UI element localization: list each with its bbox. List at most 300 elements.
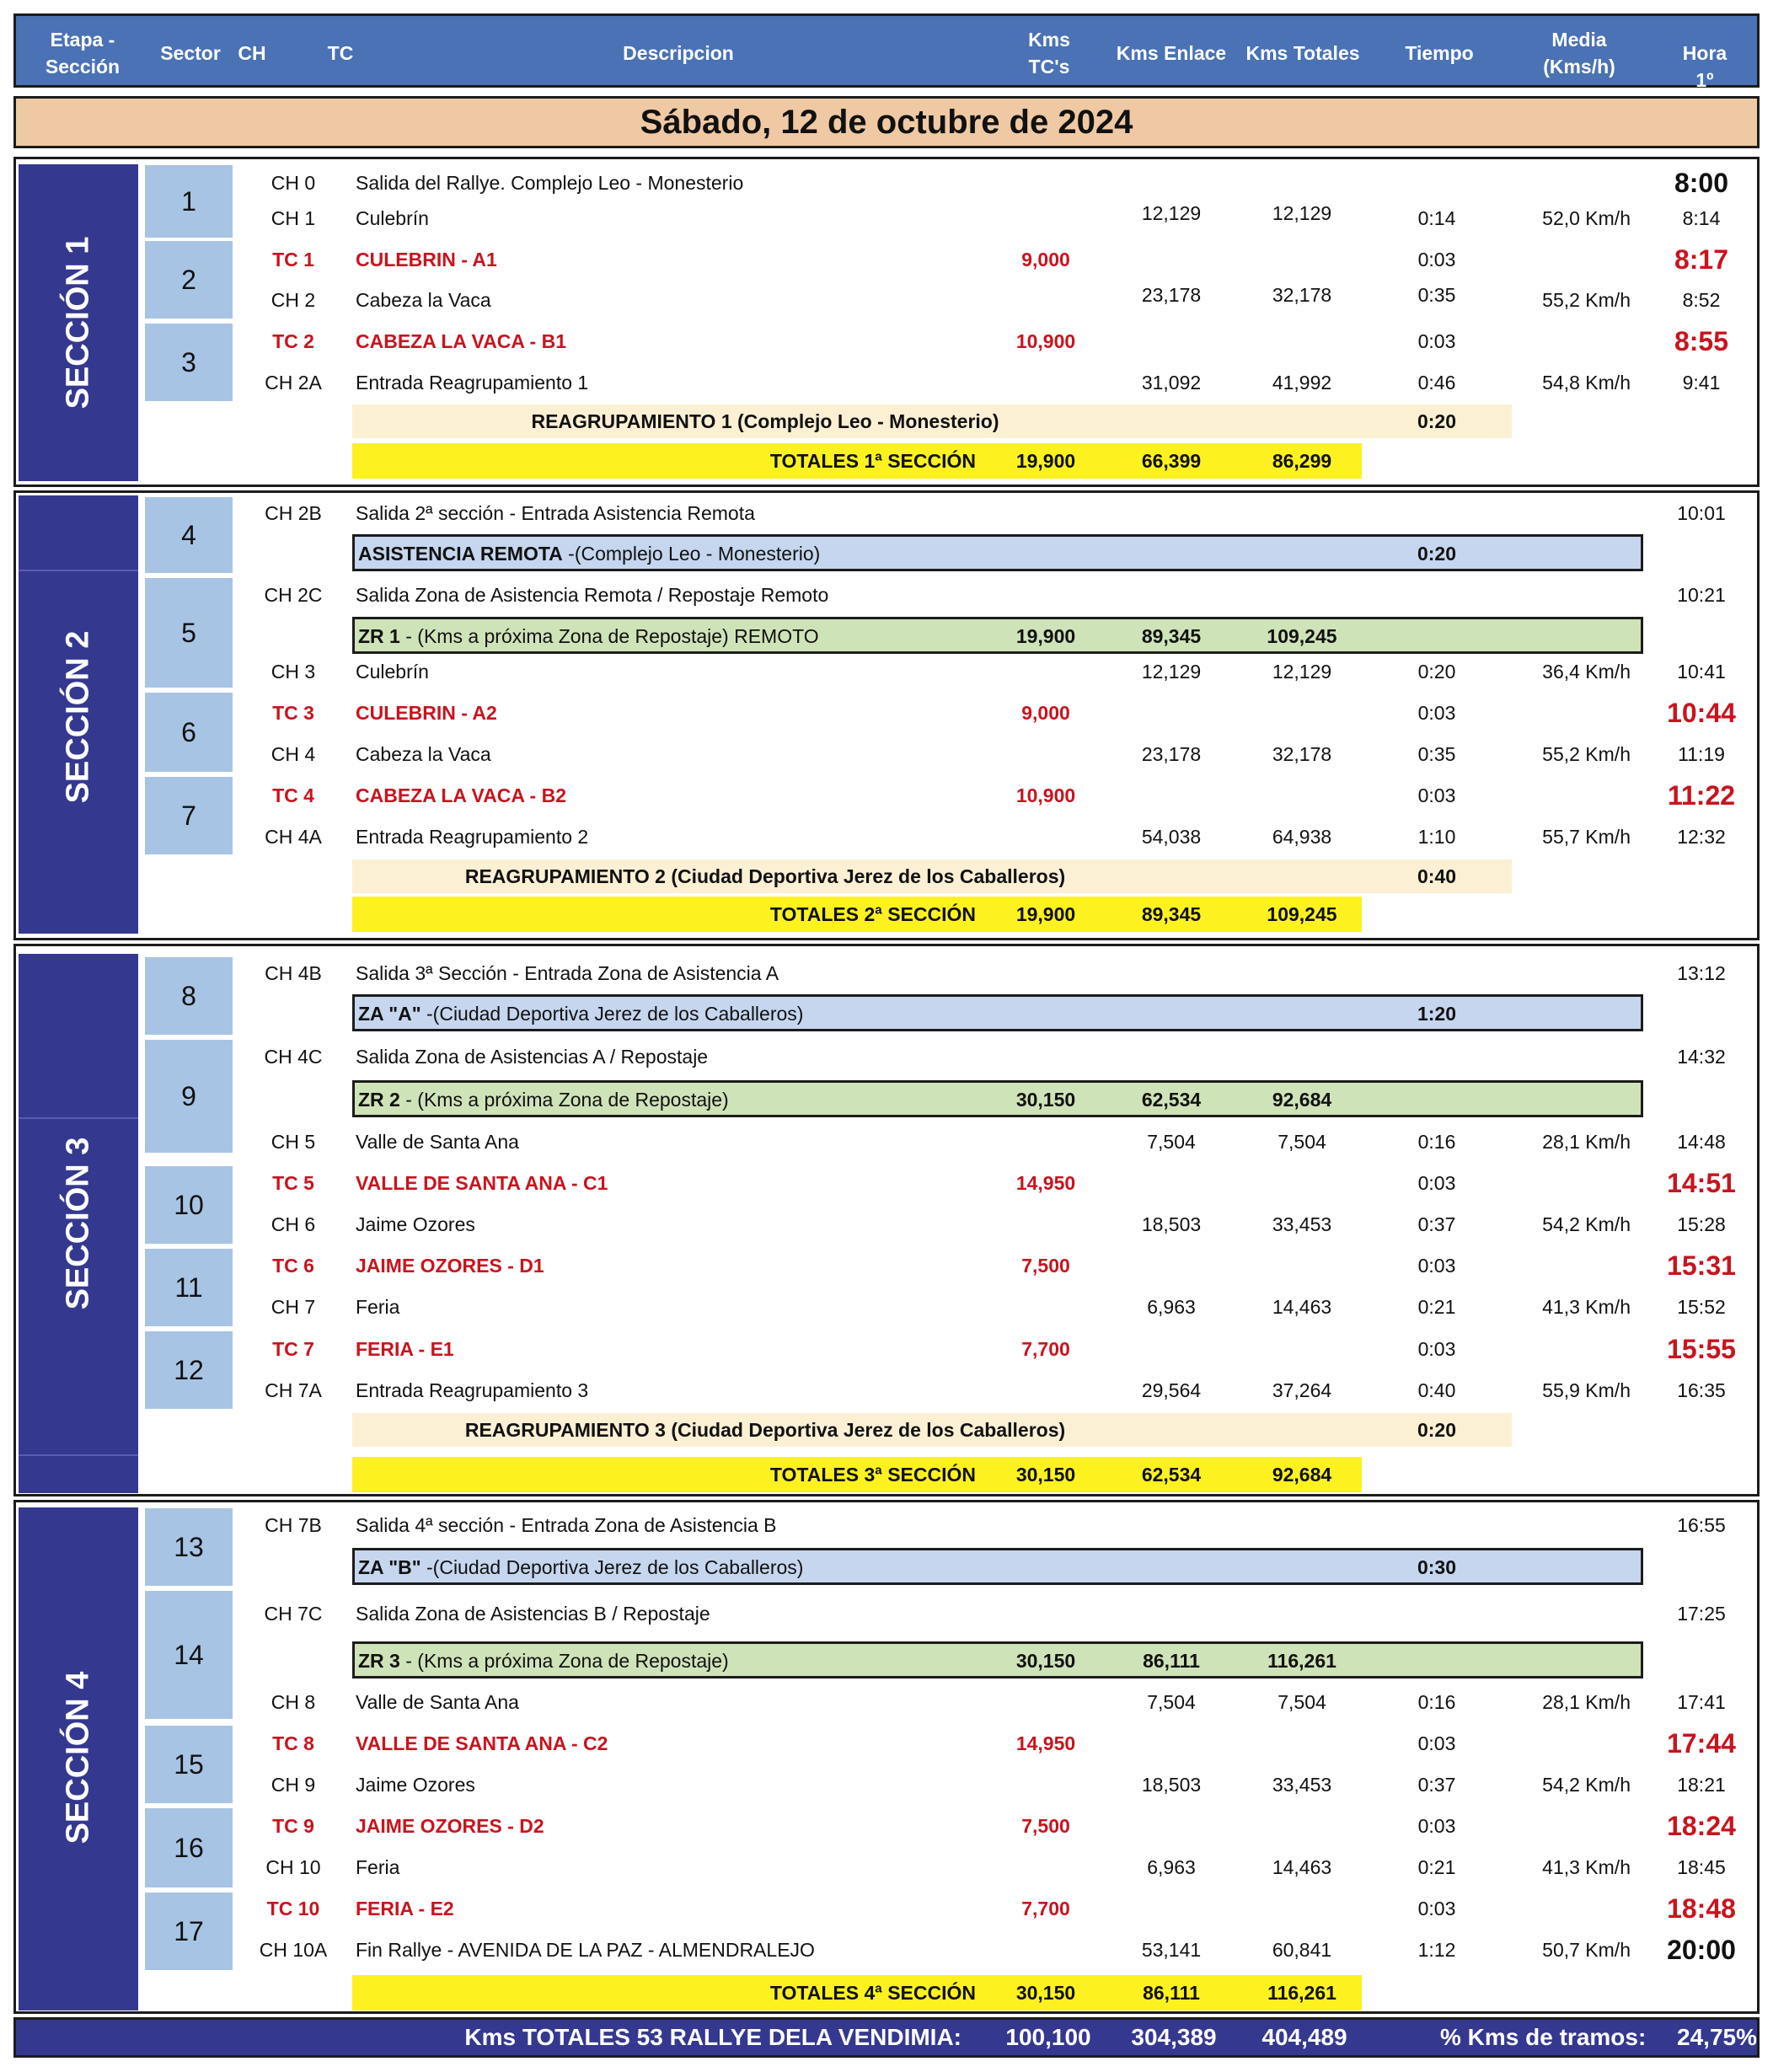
desc-cell: VALLE DE SANTA ANA - C2 (356, 1732, 608, 1754)
sector-box: 11 (145, 1249, 233, 1326)
kms-tc-cell: 14,950 (1015, 1172, 1076, 1194)
media-cell: 41,3 Km/h (1542, 1856, 1631, 1878)
table-row (0, 363, 1773, 402)
tiempo-cell: 0:03 (1417, 1255, 1456, 1277)
hora-cell: 18:21 (1677, 1774, 1726, 1796)
kms-tc-cell: 14,950 (1015, 1732, 1076, 1754)
ch-cell: CH 2A (265, 372, 322, 394)
zona-repostaje-band (352, 617, 1643, 654)
hora-cell: 10:01 (1677, 502, 1726, 524)
asistencia-name: ASISTENCIA REMOTA (358, 543, 563, 565)
kms-tc-cell: 10,900 (1015, 784, 1076, 806)
section-2-label: SECCIÓN 2 (60, 630, 96, 804)
media-cell: 36,4 Km/h (1542, 661, 1631, 683)
sector-box: 3 (145, 324, 233, 401)
ch-cell: TC 3 (272, 702, 314, 724)
section-3-label: SECCIÓN 3 (60, 1137, 96, 1310)
hora-cell: 15:52 (1677, 1296, 1726, 1318)
kms-tc-cell: 7,700 (1021, 1898, 1070, 1919)
stripe-divider (19, 1454, 138, 1456)
ch-cell: CH 4B (265, 962, 322, 984)
ch-cell: TC 8 (272, 1732, 314, 1754)
kms-enlace-cell: 18,503 (1141, 1213, 1202, 1235)
totals-kms-tc: 19,900 (1015, 903, 1076, 925)
media-cell: 55,7 Km/h (1542, 826, 1631, 848)
kms-enlace-cell: 31,092 (1141, 372, 1202, 394)
ch-cell: TC 1 (272, 249, 314, 270)
col-tiempo: Tiempo (1405, 42, 1474, 64)
tiempo-cell: 0:03 (1417, 1338, 1456, 1360)
hora-cell: 17:41 (1677, 1691, 1726, 1713)
tiempo-cell: 1:10 (1417, 826, 1456, 848)
col-sector: Sector (160, 42, 221, 64)
grand-total-kms-tc: 100,100 (1005, 2024, 1091, 2050)
zr-text (358, 619, 819, 653)
kms-totales-cell: 7,504 (1278, 1131, 1326, 1153)
asistencia-tiempo: 0:30 (1417, 1556, 1457, 1578)
grand-total-kms-enlace: 304,389 (1131, 2024, 1217, 2050)
hora-cell: 11:19 (1678, 743, 1725, 765)
ch-cell: TC 9 (272, 1815, 314, 1837)
hora-cell: 8:52 (1682, 289, 1721, 311)
totals-band (352, 897, 1362, 932)
table-row (0, 1205, 1773, 1244)
table-row (0, 1765, 1773, 1804)
desc-cell: CULEBRIN - A2 (356, 702, 497, 724)
desc-cell: CULEBRIN - A1 (356, 249, 497, 270)
hora-cell: 14:32 (1677, 1046, 1726, 1068)
media-cell: 52,0 Km/h (1542, 207, 1631, 229)
section-1-label: SECCIÓN 1 (60, 236, 96, 410)
hora-cell: 16:55 (1677, 1514, 1726, 1536)
zr-name: ZR 1 (358, 625, 400, 647)
pct-tramos-value: 24,75% (1677, 2024, 1757, 2050)
asistencia-text (358, 997, 803, 1031)
ch-cell: CH 0 (271, 172, 316, 194)
hora-cell: 8:55 (1674, 326, 1729, 356)
table-row (0, 776, 1773, 815)
hora-cell: 15:55 (1667, 1334, 1736, 1364)
zr-kms-tc: 30,150 (1015, 1650, 1076, 1672)
table-row (0, 494, 1773, 533)
zr-kms-enlace: 86,111 (1143, 1650, 1200, 1672)
ch-cell: CH 6 (271, 1213, 316, 1235)
table-row (0, 1724, 1773, 1763)
totals-label: TOTALES 4ª SECCIÓN (769, 1982, 976, 2004)
kms-enlace-cell: 7,504 (1147, 1691, 1196, 1713)
tiempo-cell: 0:21 (1417, 1296, 1456, 1318)
sector-box: 5 (145, 578, 233, 688)
tiempo-cell: 0:03 (1417, 249, 1456, 270)
hora-cell: 11:22 (1667, 780, 1736, 811)
kms-totales-cell: 60,841 (1272, 1939, 1332, 1961)
sector-box: 6 (145, 693, 233, 772)
zr-kms-totales: 109,245 (1267, 625, 1337, 647)
table-row (0, 1246, 1773, 1285)
ch-cell: CH 4A (265, 826, 322, 848)
desc-cell: JAIME OZORES - D2 (356, 1815, 544, 1837)
desc-cell: Fin Rallye - AVENIDA DE LA PAZ - ALMENDRALEJO (356, 1939, 815, 1961)
desc-cell: Feria (356, 1856, 400, 1878)
col-etapa-seccion: Etapa - Sección (45, 29, 121, 78)
media-cell: 55,2 Km/h (1542, 743, 1631, 765)
col-kms-enlace: Kms Enlace (1116, 42, 1227, 64)
desc-cell: CABEZA LA VACA - B2 (356, 784, 567, 806)
table-row (0, 1807, 1773, 1845)
table-row (0, 322, 1773, 361)
kms-tc-cell: 7,500 (1021, 1815, 1070, 1837)
kms-tc-cell: 10,900 (1015, 330, 1076, 352)
col-ch: CH (238, 42, 266, 64)
tiempo-cell: 0:20 (1417, 661, 1456, 683)
hora-cell: 17:44 (1667, 1728, 1736, 1759)
table-row (0, 1122, 1773, 1161)
table-row (0, 1371, 1773, 1410)
table-row (0, 240, 1773, 279)
kms-totales-cell: 14,463 (1272, 1296, 1332, 1318)
tiempo-cell: 0:03 (1417, 784, 1456, 806)
zr-name: ZR 2 (358, 1089, 400, 1111)
kms-totales-cell: 41,992 (1272, 372, 1332, 394)
table-row (0, 1930, 1773, 1969)
kms-tc-cell: 9,000 (1021, 249, 1070, 270)
kms-enlace-cell: 29,564 (1141, 1379, 1202, 1401)
tiempo-cell: 0:40 (1417, 1379, 1456, 1401)
kms-totales-cell: 32,178 (1272, 284, 1332, 306)
media-cell: 55,9 Km/h (1542, 1379, 1631, 1401)
zr-kms-tc: 19,900 (1015, 625, 1076, 647)
hora-cell: 10:21 (1677, 584, 1726, 606)
zr-text (358, 1083, 729, 1116)
totals-kms-totales: 92,684 (1272, 1464, 1332, 1486)
sector-box: 4 (145, 497, 233, 573)
sector-box: 1 (145, 165, 233, 238)
hora-cell: 10:41 (1677, 661, 1726, 683)
media-cell: 54,8 Km/h (1542, 372, 1631, 394)
totals-band (352, 1975, 1362, 2010)
kms-enlace-cell: 54,038 (1141, 826, 1202, 848)
zr-kms-enlace: 89,345 (1141, 625, 1202, 647)
totals-kms-enlace: 86,111 (1143, 1982, 1200, 2004)
kms-enlace-cell: 6,963 (1147, 1856, 1196, 1878)
kms-totales-cell: 33,453 (1272, 1213, 1332, 1235)
totals-kms-totales: 86,299 (1272, 450, 1332, 472)
reag-text: REAGRUPAMIENTO 1 (Complejo Leo - Monesterio) (531, 410, 999, 432)
table-row (0, 1848, 1773, 1887)
totals-kms-tc: 30,150 (1015, 1464, 1076, 1486)
kms-totales-cell: 12,129 (1272, 661, 1332, 683)
tiempo-cell: 0:35 (1417, 284, 1456, 306)
tiempo-cell: 0:16 (1417, 1691, 1456, 1713)
asistencia-name: ZA "B" (358, 1556, 421, 1578)
stripe-divider (19, 1117, 138, 1119)
desc-cell: Feria (356, 1296, 400, 1318)
zr-kms-enlace: 62,534 (1141, 1089, 1202, 1111)
reag-text: REAGRUPAMIENTO 3 (Ciudad Deportiva Jerez de los Caballeros) (464, 1419, 1066, 1441)
asistencia-tiempo: 1:20 (1417, 1003, 1457, 1025)
col-hora: Hora 1º (1682, 42, 1727, 91)
desc-cell: FERIA - E2 (356, 1898, 454, 1919)
reag-tiempo: 0:40 (1417, 865, 1457, 887)
tiempo-cell: 0:37 (1417, 1774, 1456, 1796)
tiempo-cell: 0:21 (1417, 1856, 1456, 1878)
sector-box: 16 (145, 1808, 233, 1887)
reag-text: REAGRUPAMIENTO 2 (Ciudad Deportiva Jerez de los Caballeros) (464, 865, 1066, 887)
desc-cell: Entrada Reagrupamiento 1 (356, 372, 589, 394)
sector-box: 8 (145, 957, 233, 1035)
zr-desc: - (Kms a próxima Zona de Repostaje) REMOTO (399, 625, 819, 647)
table-row (0, 576, 1773, 614)
col-descripcion: Descripcion (623, 42, 734, 64)
tiempo-cell: 0:46 (1417, 372, 1456, 394)
table-row (0, 1288, 1773, 1326)
sector-box: 15 (145, 1726, 233, 1803)
date-title: Sábado, 12 de octubre de 2024 (13, 96, 1760, 148)
tiempo-cell: 0:16 (1417, 1131, 1456, 1153)
kms-enlace-cell: 12,129 (1141, 661, 1202, 683)
ch-cell: CH 7B (265, 1514, 322, 1536)
tiempo-cell: 0:37 (1417, 1213, 1456, 1235)
desc-cell: Culebrín (356, 207, 429, 229)
tiempo-cell: 0:35 (1417, 743, 1456, 765)
pct-tramos-label: % Kms de tramos: (1440, 2024, 1647, 2050)
zr-text (358, 1644, 729, 1678)
tiempo-cell: 0:03 (1417, 1898, 1456, 1919)
tiempo-cell: 0:03 (1417, 1732, 1456, 1754)
asistencia-location: -(Ciudad Deportiva Jerez de los Caballeros) (420, 1003, 804, 1025)
ch-cell: CH 4C (264, 1046, 323, 1068)
hora-cell: 17:25 (1677, 1603, 1726, 1625)
table-row (0, 1506, 1773, 1545)
asistencia-band (352, 534, 1643, 571)
ch-cell: CH 7A (265, 1379, 322, 1401)
zr-kms-totales: 92,684 (1272, 1089, 1332, 1111)
tiempo-cell: 1:12 (1417, 1939, 1456, 1961)
ch-cell: TC 10 (266, 1898, 320, 1919)
reag-tiempo: 0:20 (1417, 1419, 1457, 1441)
kms-enlace-cell: 7,504 (1147, 1131, 1196, 1153)
ch-cell: TC 7 (272, 1338, 314, 1360)
desc-cell: Valle de Santa Ana (356, 1131, 519, 1153)
ch-cell: CH 9 (271, 1774, 316, 1796)
table-row (0, 954, 1773, 993)
table-row (0, 817, 1773, 856)
table-row (0, 1037, 1773, 1076)
asistencia-text (358, 1550, 803, 1584)
reagrupamiento-band (352, 1413, 1512, 1447)
media-cell: 28,1 Km/h (1542, 1691, 1631, 1713)
totals-kms-enlace: 89,345 (1141, 903, 1202, 925)
table-row (0, 163, 1773, 202)
totals-kms-enlace: 62,534 (1141, 1464, 1202, 1486)
hora-cell: 15:28 (1677, 1213, 1726, 1235)
kms-tc-cell: 7,700 (1021, 1338, 1070, 1360)
asistencia-text (358, 537, 820, 570)
ch-cell: TC 6 (272, 1255, 314, 1277)
asistencia-tiempo: 0:20 (1417, 543, 1457, 565)
desc-cell: Entrada Reagrupamiento 2 (356, 826, 589, 848)
desc-cell: Culebrín (356, 661, 429, 683)
kms-tc-cell: 9,000 (1021, 702, 1070, 724)
desc-cell: Cabeza la Vaca (356, 743, 491, 765)
zr-kms-tc: 30,150 (1015, 1089, 1076, 1111)
desc-cell: Entrada Reagrupamiento 3 (356, 1379, 589, 1401)
hora-cell: 18:45 (1677, 1856, 1726, 1878)
desc-cell: CABEZA LA VACA - B1 (356, 330, 567, 352)
asistencia-name: ZA "A" (358, 1003, 421, 1025)
asistencia-location: -(Complejo Leo - Monesterio) (562, 543, 821, 565)
hora-cell: 13:12 (1677, 962, 1726, 984)
asistencia-location: -(Ciudad Deportiva Jerez de los Caballeros) (420, 1556, 804, 1578)
kms-enlace-cell: 23,178 (1141, 284, 1202, 306)
hora-cell: 20:00 (1667, 1935, 1736, 1965)
sector-box: 14 (145, 1591, 233, 1719)
ch-cell: CH 5 (271, 1131, 316, 1153)
desc-cell: Valle de Santa Ana (356, 1691, 519, 1713)
sector-box: 2 (145, 241, 233, 319)
kms-enlace-cell: 6,963 (1147, 1296, 1196, 1318)
ch-cell: TC 4 (272, 784, 314, 806)
ch-cell: TC 2 (272, 330, 314, 352)
hora-cell: 12:32 (1677, 826, 1726, 848)
desc-cell: Salida Zona de Asistencia Remota / Repostaje Remoto (356, 584, 829, 606)
zr-desc: - (Kms a próxima Zona de Repostaje) (399, 1650, 729, 1672)
tiempo-cell: 0:03 (1417, 1172, 1456, 1194)
grand-totals-bar (13, 2017, 1760, 2058)
kms-totales-cell: 7,504 (1278, 1691, 1326, 1713)
ch-cell: CH 3 (271, 661, 316, 683)
zona-repostaje-band (352, 1080, 1643, 1117)
zr-desc: - (Kms a próxima Zona de Repostaje) (399, 1089, 729, 1111)
table-row (0, 1594, 1773, 1633)
ch-cell: CH 2C (264, 584, 323, 606)
hora-cell: 8:00 (1674, 168, 1729, 198)
desc-cell: Salida 3ª Sección - Entrada Zona de Asistencia A (356, 962, 779, 984)
sector-box: 9 (145, 1040, 233, 1153)
ch-cell: CH 10 (265, 1856, 321, 1878)
zr-kms-totales: 116,261 (1267, 1650, 1336, 1672)
hora-cell: 10:44 (1667, 698, 1736, 728)
media-cell: 54,2 Km/h (1542, 1213, 1631, 1235)
col-tc: TC (327, 42, 354, 64)
kms-totales-cell: 64,938 (1272, 826, 1332, 848)
col-media: Media (Kms/h) (1543, 29, 1615, 78)
desc-cell: Salida Zona de Asistencias A / Repostaje (356, 1046, 709, 1068)
desc-cell: Salida 4ª sección - Entrada Zona de Asistencia B (356, 1514, 777, 1536)
media-cell: 41,3 Km/h (1542, 1296, 1631, 1318)
kms-enlace-cell: 53,141 (1141, 1939, 1202, 1961)
col-kms-tcs: Kms TC's (1028, 29, 1070, 78)
sector-box: 12 (145, 1331, 233, 1409)
reagrupamiento-band (352, 859, 1512, 893)
totals-label: TOTALES 3ª SECCIÓN (769, 1464, 976, 1486)
totals-kms-enlace: 66,399 (1141, 450, 1202, 472)
table-row (0, 735, 1773, 774)
hora-cell: 8:14 (1682, 207, 1721, 229)
sector-box: 17 (145, 1893, 233, 1970)
ch-cell: CH 7 (271, 1296, 316, 1318)
kms-totales-cell: 12,129 (1272, 202, 1332, 224)
totals-label: TOTALES 2ª SECCIÓN (769, 903, 976, 925)
table-row (0, 199, 1773, 238)
ch-cell: CH 8 (271, 1691, 316, 1713)
totals-band (352, 1457, 1362, 1492)
table-row (0, 1889, 1773, 1928)
media-cell: 50,7 Km/h (1542, 1939, 1631, 1961)
hora-cell: 14:48 (1677, 1131, 1726, 1153)
totals-kms-totales: 109,245 (1267, 903, 1337, 925)
kms-tc-cell: 7,500 (1021, 1255, 1070, 1277)
kms-totales-cell: 33,453 (1272, 1774, 1332, 1796)
tiempo-cell: 0:14 (1417, 207, 1456, 229)
column-header-bar (13, 13, 1760, 91)
desc-cell: FERIA - E1 (356, 1338, 454, 1360)
hora-cell: 9:41 (1682, 372, 1721, 394)
totals-label: TOTALES 1ª SECCIÓN (769, 450, 976, 472)
desc-cell: JAIME OZORES - D1 (356, 1255, 544, 1277)
desc-cell: Cabeza la Vaca (356, 289, 491, 311)
kms-enlace-cell: 18,503 (1141, 1774, 1202, 1796)
ch-cell: CH 4 (271, 743, 316, 765)
totals-band (352, 443, 1362, 479)
table-row (0, 652, 1773, 691)
ch-cell: CH 1 (271, 207, 316, 229)
kms-totales-cell: 14,463 (1272, 1856, 1332, 1878)
section-4-label: SECCIÓN 4 (60, 1671, 96, 1844)
table-row (0, 693, 1773, 732)
kms-enlace-cell: 23,178 (1141, 743, 1202, 765)
table-row (0, 281, 1773, 319)
sector-box: 7 (145, 777, 233, 854)
kms-totales-cell: 37,264 (1272, 1379, 1332, 1401)
ch-cell: TC 5 (272, 1172, 314, 1194)
grand-totals-label: Kms TOTALES 53 RALLYE DELA VENDIMIA: (464, 2024, 961, 2050)
desc-cell: Salida 2ª sección - Entrada Asistencia Remota (356, 502, 755, 524)
media-cell: 28,1 Km/h (1542, 1131, 1631, 1153)
reag-tiempo: 0:20 (1417, 410, 1457, 432)
grand-total-kms-totales: 404,489 (1261, 2024, 1347, 2050)
table-row (0, 1330, 1773, 1368)
sector-box: 10 (145, 1166, 233, 1244)
media-cell: 54,2 Km/h (1542, 1774, 1631, 1796)
tiempo-cell: 0:03 (1417, 330, 1456, 352)
hora-cell: 8:17 (1674, 244, 1729, 275)
tiempo-cell: 0:03 (1417, 702, 1456, 724)
stripe-divider (19, 570, 138, 571)
asistencia-band (352, 1548, 1643, 1585)
desc-cell: Jaime Ozores (356, 1213, 475, 1235)
ch-cell: CH 10A (259, 1939, 328, 1961)
asistencia-band (352, 994, 1643, 1031)
totals-kms-tc: 19,900 (1015, 450, 1076, 472)
hora-cell: 16:35 (1677, 1379, 1726, 1401)
hora-cell: 18:48 (1667, 1893, 1736, 1924)
sector-box: 13 (145, 1508, 233, 1586)
media-cell: 55,2 Km/h (1542, 289, 1631, 311)
desc-cell: VALLE DE SANTA ANA - C1 (356, 1172, 608, 1194)
totals-kms-totales: 116,261 (1267, 1982, 1336, 2004)
kms-totales-cell: 32,178 (1272, 743, 1332, 765)
ch-cell: CH 7C (264, 1603, 323, 1625)
ch-cell: CH 2 (271, 289, 316, 311)
zr-name: ZR 3 (358, 1650, 400, 1672)
desc-cell: Salida Zona de Asistencias B / Repostaje (356, 1603, 710, 1625)
hora-cell: 15:31 (1667, 1250, 1736, 1281)
kms-enlace-cell: 12,129 (1141, 202, 1202, 224)
tiempo-cell: 0:03 (1417, 1815, 1456, 1837)
desc-cell: Jaime Ozores (356, 1774, 475, 1796)
ch-cell: CH 2B (265, 502, 322, 524)
